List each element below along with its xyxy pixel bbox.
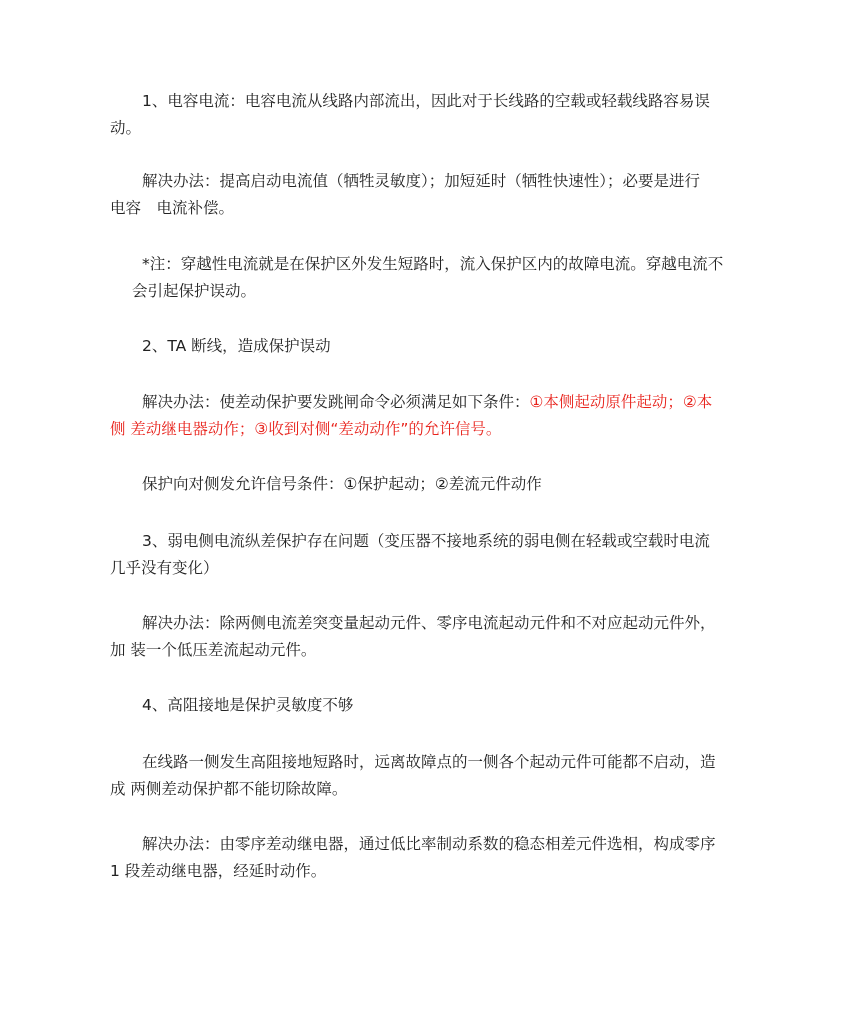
paragraph-ta-disconnection xyxy=(110,333,755,360)
text-line: 加 装一个低压差流起动元件。 xyxy=(110,641,317,659)
solution-text: 解决办法：使差动保护要发跳闸命令必须满足如下条件： xyxy=(142,393,530,411)
text-line: 保护向对侧发允许信号条件：①保护起动；②差流元件动作 xyxy=(142,475,542,493)
paragraph-solution-1 xyxy=(110,168,755,222)
text-line xyxy=(110,389,755,416)
text-line: 解决办法：由零序差动继电器，通过低比率制动系数的稳态相差元件选相，构成零序 xyxy=(142,835,716,853)
paragraph-solution-3 xyxy=(110,610,755,664)
text-line: 在线路一侧发生高阻接地短路时，远离故障点的一侧各个起动元件可能都不启动，造 xyxy=(142,753,716,771)
text-line: 动。 xyxy=(110,119,142,137)
text-line: 电容 电流补偿。 xyxy=(110,199,235,217)
paragraph-capacitive-current xyxy=(110,88,755,142)
text-line: 2、TA 断线，造成保护误动 xyxy=(142,337,331,355)
text-line: 3、弱电侧电流纵差保护存在问题（变压器不接地系统的弱电侧在轻载或空载时电流 xyxy=(142,532,710,550)
text-line: 成 两侧差动保护都不能切除故障。 xyxy=(110,780,348,798)
condition-text-highlight: 侧 差动继电器动作；③收到对侧“差动动作”的允许信号。 xyxy=(110,420,502,438)
paragraph-solution-4 xyxy=(110,831,755,885)
paragraph-fault-description xyxy=(110,749,755,803)
paragraph-permit-signal xyxy=(110,471,755,498)
text-line: 解决办法：除两侧电流差突变量起动元件、零序电流起动元件和不对应起动元件外， xyxy=(142,614,716,632)
text-line: 1 段差动继电器，经延时动作。 xyxy=(110,862,327,880)
paragraph-weak-side-current xyxy=(110,528,755,582)
paragraph-note-through-current xyxy=(110,251,755,305)
text-line: 几乎没有变化） xyxy=(110,559,219,577)
paragraph-high-resistance-ground xyxy=(110,692,755,719)
text-line: 会引起保护误动。 xyxy=(132,282,257,300)
text-line: 4、高阻接地是保护灵敏度不够 xyxy=(142,696,354,714)
paragraph-solution-2 xyxy=(110,389,755,443)
text-line: 解决办法：提高启动电流值（牺牲灵敏度）；加短延时（牺牲快速性）；必要是进行 xyxy=(142,172,701,190)
condition-text-highlight: ①本侧起动原件起动；②本 xyxy=(529,393,713,411)
text-line: 1、电容电流：电容电流从线路内部流出，因此对于长线路的空载或轻载线路容易误 xyxy=(142,92,710,110)
text-line: *注：穿越性电流就是在保护区外发生短路时，流入保护区内的故障电流。穿越电流不 xyxy=(142,255,724,273)
